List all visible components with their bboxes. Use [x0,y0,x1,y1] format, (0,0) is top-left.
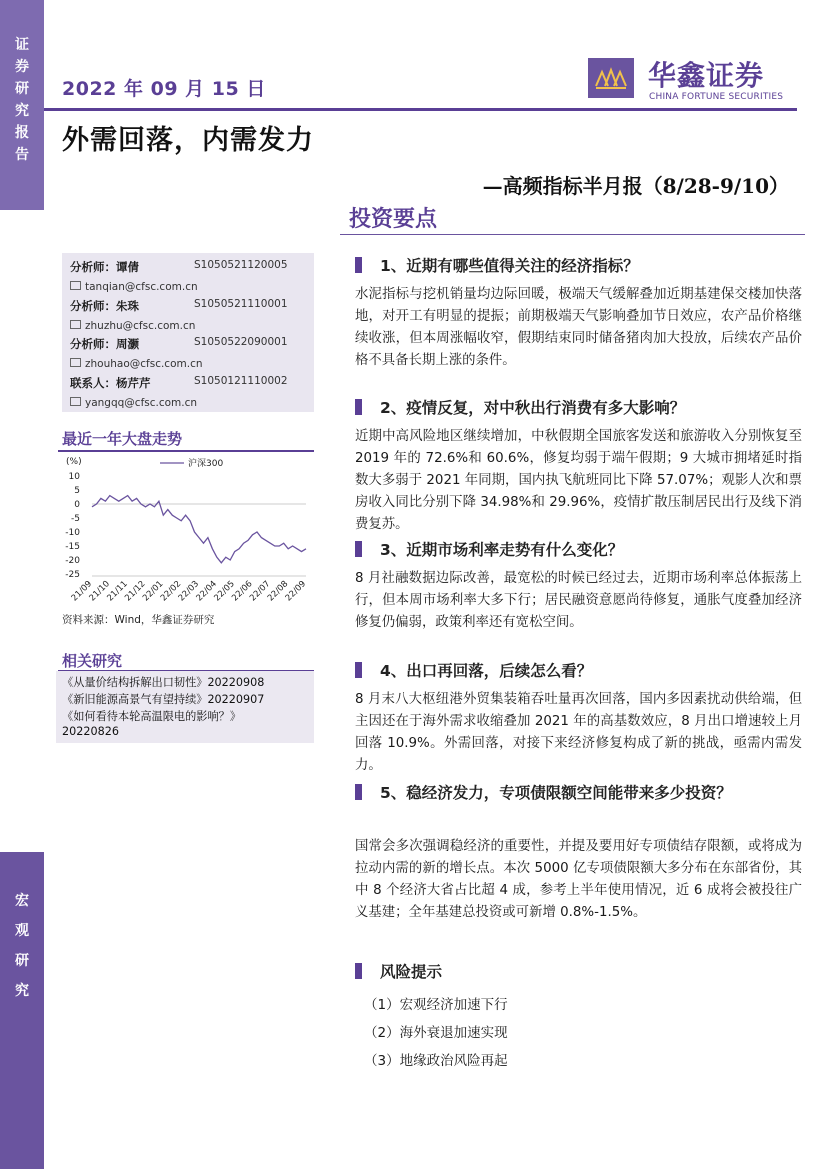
analyst-email-text: yangqq@cfsc.com.cn [85,397,198,409]
question-heading [355,396,803,420]
chart-y-unit: (%) [66,457,82,467]
sidebar-bottom-label [0,886,44,1006]
chart-y-tick-label: 5 [74,486,80,496]
header-divider [44,108,797,111]
analyst-cert: S1050521120005 [194,259,288,271]
chart-source: 资料来源：Wind，华鑫证券研究 [62,614,215,626]
analyst-name: 联系人：杨芹芹 [70,376,151,390]
sidebar-top-char: 券 [15,59,29,75]
bullet-marker-icon [355,541,362,557]
related-research-item[interactable]: 《如何看待本轮高温限电的影响？》 [62,710,242,723]
question-text: 2、疫情反复，对中秋出行消费有多大影响？ [380,399,686,417]
risk-title: 风险提示 [380,963,443,981]
mail-icon [70,397,81,406]
answer-paragraph: 8 月末八大枢纽港外贸集装箱吞吐量再次回落，国内多因素扰动供给端，但主因还在于海外需求收缩叠加 2021 年的高基数效应，8 月出口增速较上月回落 10.9%。外需回落，对接下来经济修复构成了新的挑战，亟需内需发力。 [355,692,802,773]
bullet-marker-icon [355,257,362,273]
mail-icon [70,281,81,290]
chart-x-tick-label: 21/11 [105,579,130,604]
analyst-email[interactable] [70,281,198,293]
sidebar-bottom-char: 观 [15,923,29,939]
answer-paragraph: 国常会多次强调稳经济的重要性，并提及要用好专项债结存限额，或将成为拉动内需的新的增长点。本次 5000 亿专项债限额大多分布在东部省份，其中 8 个经济大省占比超 4 成，参考上半年使用情况，近 6 成将会被投往广义基建；全年基建总投资或可新增 0.8%-1.5%。 [355,839,802,920]
bullet-marker-icon [355,399,362,415]
analyst-name: 分析师：谭倩 [70,260,139,274]
analyst-cert: S1050121110002 [194,375,288,387]
report-date: 2022 年 09 月 15 日 [62,78,266,100]
chart-y-tick-label: -15 [65,542,80,552]
analyst-email[interactable] [70,358,203,370]
mail-icon [70,358,81,367]
sidebar-top-char: 研 [15,81,29,97]
sidebar-top-char: 究 [15,103,29,119]
question-text: 1、近期有哪些值得关注的经济指标？ [380,257,639,275]
sidebar-bottom-char: 究 [15,983,29,999]
analyst-email[interactable] [70,320,195,332]
chart-series-line [92,496,306,563]
related-research-title: 相关研究 [62,652,123,670]
analyst-email-text: tanqian@cfsc.com.cn [85,281,198,293]
related-research-item[interactable]: 《从量价结构拆解出口韧性》20220908 [62,676,265,689]
sidebar-top-char: 告 [15,147,29,163]
brand-logo-icon [588,58,634,98]
chart-legend-label: 沪深300 [188,459,224,469]
bullet-marker-icon [355,662,362,678]
chart-x-tick-label: 21/10 [87,579,112,604]
brand-name-en: CHINA FORTUNE SECURITIES [649,92,784,102]
related-research-item[interactable]: 《新旧能源高景气有望持续》20220907 [62,693,265,706]
question-heading [355,781,803,805]
question-text: 4、出口再回落，后续怎么看？ [380,662,593,680]
chart-y-tick-label: -25 [65,570,80,580]
analyst-name: 分析师：朱珠 [70,299,139,313]
chart-x-tick-label: 22/09 [283,579,309,604]
risk-item: （3）地缘政治风险再起 [364,1053,508,1069]
chart-x-tick-label: 22/05 [212,579,237,604]
chart-y-tick-label: 0 [74,500,80,510]
chart-y-tick-label: -5 [71,514,80,524]
question-text: 3、近期市场利率走势有什么变化？ [380,541,624,559]
answer-paragraph: 近期中高风险地区继续增加，中秋假期全国旅客发送和旅游收入分别恢复至 2019 年的 72.6%和 60.6%，修复均弱于端午假期；9 大城市拥堵延时指数大多弱于 2021 年同期，国内执飞航班同比下降 57.07%；观影人次和票房收入同比分别下降 34.98%和 29.96%，疫情扩散压制居民出行及线下消费复苏。 [355,429,802,532]
analyst-box [62,253,314,412]
report-subtitle: —高频指标半月报（8/28-9/10） [482,174,789,198]
chart-x-tick-label: 22/02 [158,579,184,604]
chart-y-tick-label: 10 [68,472,80,482]
analyst-cert: S1050522090001 [194,336,288,348]
analyst-email[interactable] [70,397,197,409]
risk-item: （2）海外衰退加速实现 [364,1025,508,1041]
sidebar-top-label [0,34,44,166]
report-title: 外需回落，内需发力 [62,125,314,156]
chart-x-tick-label: 22/08 [265,579,291,604]
chart-x-tick-label: 21/09 [69,579,95,604]
brand-name-cn: 华鑫证券 [648,59,765,92]
related-research-item: 20220826 [62,725,119,738]
question-text: 5、稳经济发力，专项债限额空间能带来多少投资？ [380,784,732,802]
sidebar-bottom-char: 宏 [15,893,29,909]
market-trend-title: 最近一年大盘走势 [62,430,183,448]
chart-x-tick-label: 22/06 [230,579,255,604]
sidebar-top-char: 报 [15,125,29,141]
answer-paragraph: 8 月社融数据边际改善，最宽松的时候已经过去，近期市场利率总体振荡上行，但本周市场利率大多下行；居民融资意愿尚待修复，通胀气度叠加经济修复仍偏弱，政策利率还有宽松空间。 [355,571,802,630]
chart-x-tick-label: 21/12 [123,579,148,604]
risk-heading [355,960,803,984]
analyst-email-text: zhouhao@cfsc.com.cn [85,358,203,370]
chart-x-tick-label: 22/03 [176,579,202,604]
question-heading [355,254,803,278]
analyst-name: 分析师：周灏 [70,337,139,351]
chart-y-tick-label: -10 [65,528,80,538]
question-heading [355,659,803,683]
related-research-list [56,671,314,743]
investment-highlights-heading: 投资要点 [349,206,438,232]
bullet-marker-icon [355,963,362,979]
section-divider [340,234,805,235]
market-trend-svg [58,452,314,612]
sidebar-top-char: 证 [15,37,29,53]
analyst-cert: S1050521110001 [194,298,288,310]
sidebar-bottom-char: 研 [15,953,29,969]
bullet-marker-icon [355,784,362,800]
question-heading [355,538,803,562]
market-trend-chart [58,452,314,616]
risk-item: （1）宏观经济加速下行 [364,997,508,1013]
chart-x-tick-label: 22/07 [248,579,273,604]
analyst-email-text: zhuzhu@cfsc.com.cn [85,320,196,332]
chart-x-tick-label: 22/04 [194,579,219,604]
mail-icon [70,320,81,329]
chart-y-tick-label: -20 [65,556,80,566]
chart-x-tick-label: 22/01 [141,579,166,604]
answer-paragraph: 水泥指标与挖机销量均边际回暖，极端天气缓解叠加近期基建保交楼加快落地，对开工有明显的提振；前期极端天气影响叠加节日效应，农产品价格继续收涨，但本周涨幅收窄，假期结束同时储备猪肉加大投放，后续农产品价格不具备长期上涨的条件。 [355,287,802,368]
